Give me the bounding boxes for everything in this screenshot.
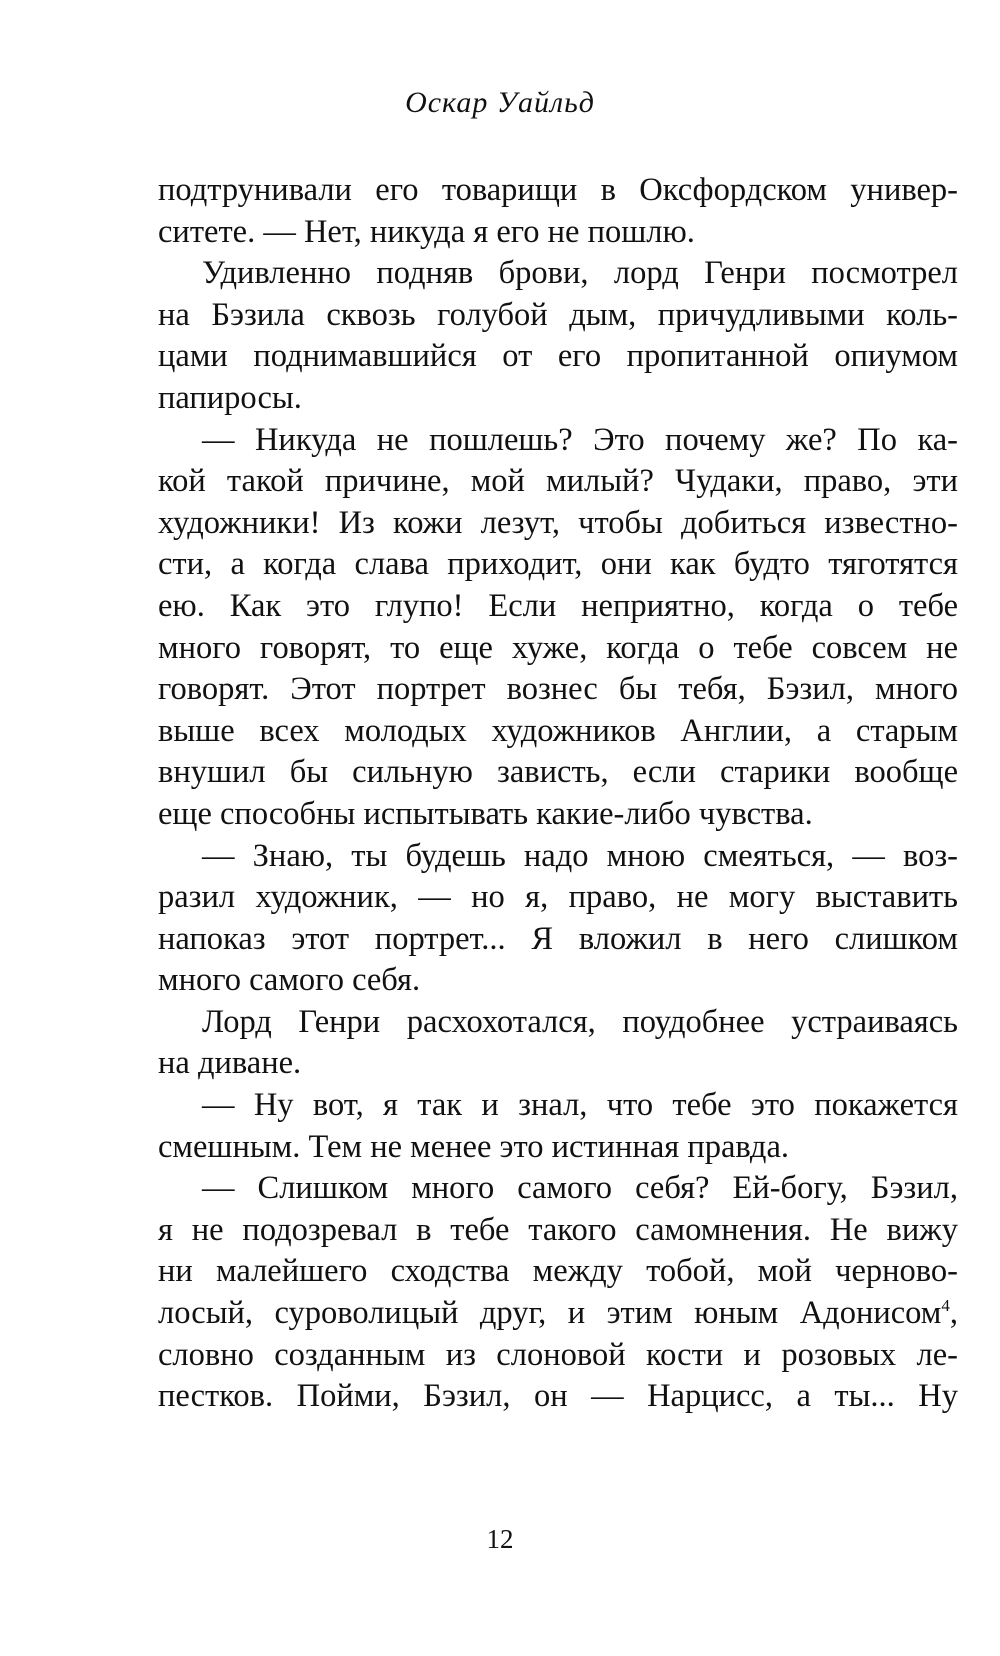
text-line: цами поднимавшийся от его пропитанной опиумом bbox=[158, 338, 958, 375]
text-line: папиросы. bbox=[158, 379, 302, 416]
body-text bbox=[158, 170, 958, 1418]
text-line: разил художник, — но я, право, не могу выставить bbox=[158, 879, 958, 916]
text-line-content: лосый, суроволицый друг, и этим юным Адонисом bbox=[158, 1295, 942, 1332]
text-line: много самого себя. bbox=[158, 962, 421, 999]
text-line: я не подозревал в тебе такого самомнения. Не вижу bbox=[158, 1211, 958, 1248]
text-line: кой такой причине, мой милый? Чудаки, право, эти bbox=[158, 463, 958, 500]
text-line: ею. Как это глупо! Если неприятно, когда о тебе bbox=[158, 587, 958, 624]
text-line: ситете. — Нет, никуда я его не пошлю. bbox=[158, 213, 695, 250]
text-line: смешным. Тем не менее это истинная правда. bbox=[158, 1128, 790, 1165]
text-line: — Слишком много самого себя? Ей-богу, Бэзил, bbox=[202, 1170, 958, 1207]
text-line: много говорят, то еще хуже, когда о тебе совсем не bbox=[158, 629, 958, 666]
text-line: Удивленно подняв брови, лорд Генри посмотрел bbox=[202, 255, 958, 292]
text-line: пестков. Пойми, Бэзил, он — Нарцисс, а ты... Ну bbox=[158, 1378, 958, 1415]
text-line: художники! Из кожи лезут, чтобы добиться известно- bbox=[158, 504, 958, 541]
text-line: словно созданным из слоновой кости и розовых ле- bbox=[158, 1336, 958, 1373]
text-line: — Ну вот, я так и знал, что тебе это покажется bbox=[202, 1087, 958, 1124]
text-line: подтрунивали его товарищи в Оксфордском универ- bbox=[158, 172, 958, 208]
text-line: выше всех молодых художников Англии, а старым bbox=[158, 712, 958, 749]
text-line: еще способны испытывать какие-либо чувства. bbox=[158, 795, 813, 832]
text-line: говорят. Этот портрет вознес бы тебя, Бэзил, много bbox=[158, 671, 958, 708]
text-line: — Знаю, ты будешь надо мною смеяться, — воз- bbox=[202, 837, 958, 874]
text-line: внушил бы сильную зависть, если старики вообще bbox=[158, 754, 958, 791]
text-line: — Никуда не пошлешь? Это почему же? По ка- bbox=[202, 421, 958, 458]
text-line: на диване. bbox=[158, 1045, 302, 1082]
text-line: на Бэзила сквозь голубой дым, причудливыми коль- bbox=[158, 296, 958, 333]
page-number: 12 bbox=[486, 1524, 514, 1554]
text-line: напоказ этот портрет... Я вложил в него слишком bbox=[158, 920, 958, 957]
running-head-author: Оскар Уайльд bbox=[405, 86, 595, 119]
text-line-with-footnote: лосый, суроволицый друг, и этим юным Адонисом$^4$, bbox=[158, 1295, 958, 1332]
text-line: сти, а когда слава приходит, они как будто тяготятся bbox=[158, 546, 958, 583]
text-line: Лорд Генри расхохотался, поудобнее устраиваясь bbox=[202, 1003, 958, 1040]
text-line: ни малейшего сходства между тобой, мой черново- bbox=[158, 1253, 958, 1290]
footnote-reference[interactable]: 4 bbox=[941, 1296, 950, 1316]
